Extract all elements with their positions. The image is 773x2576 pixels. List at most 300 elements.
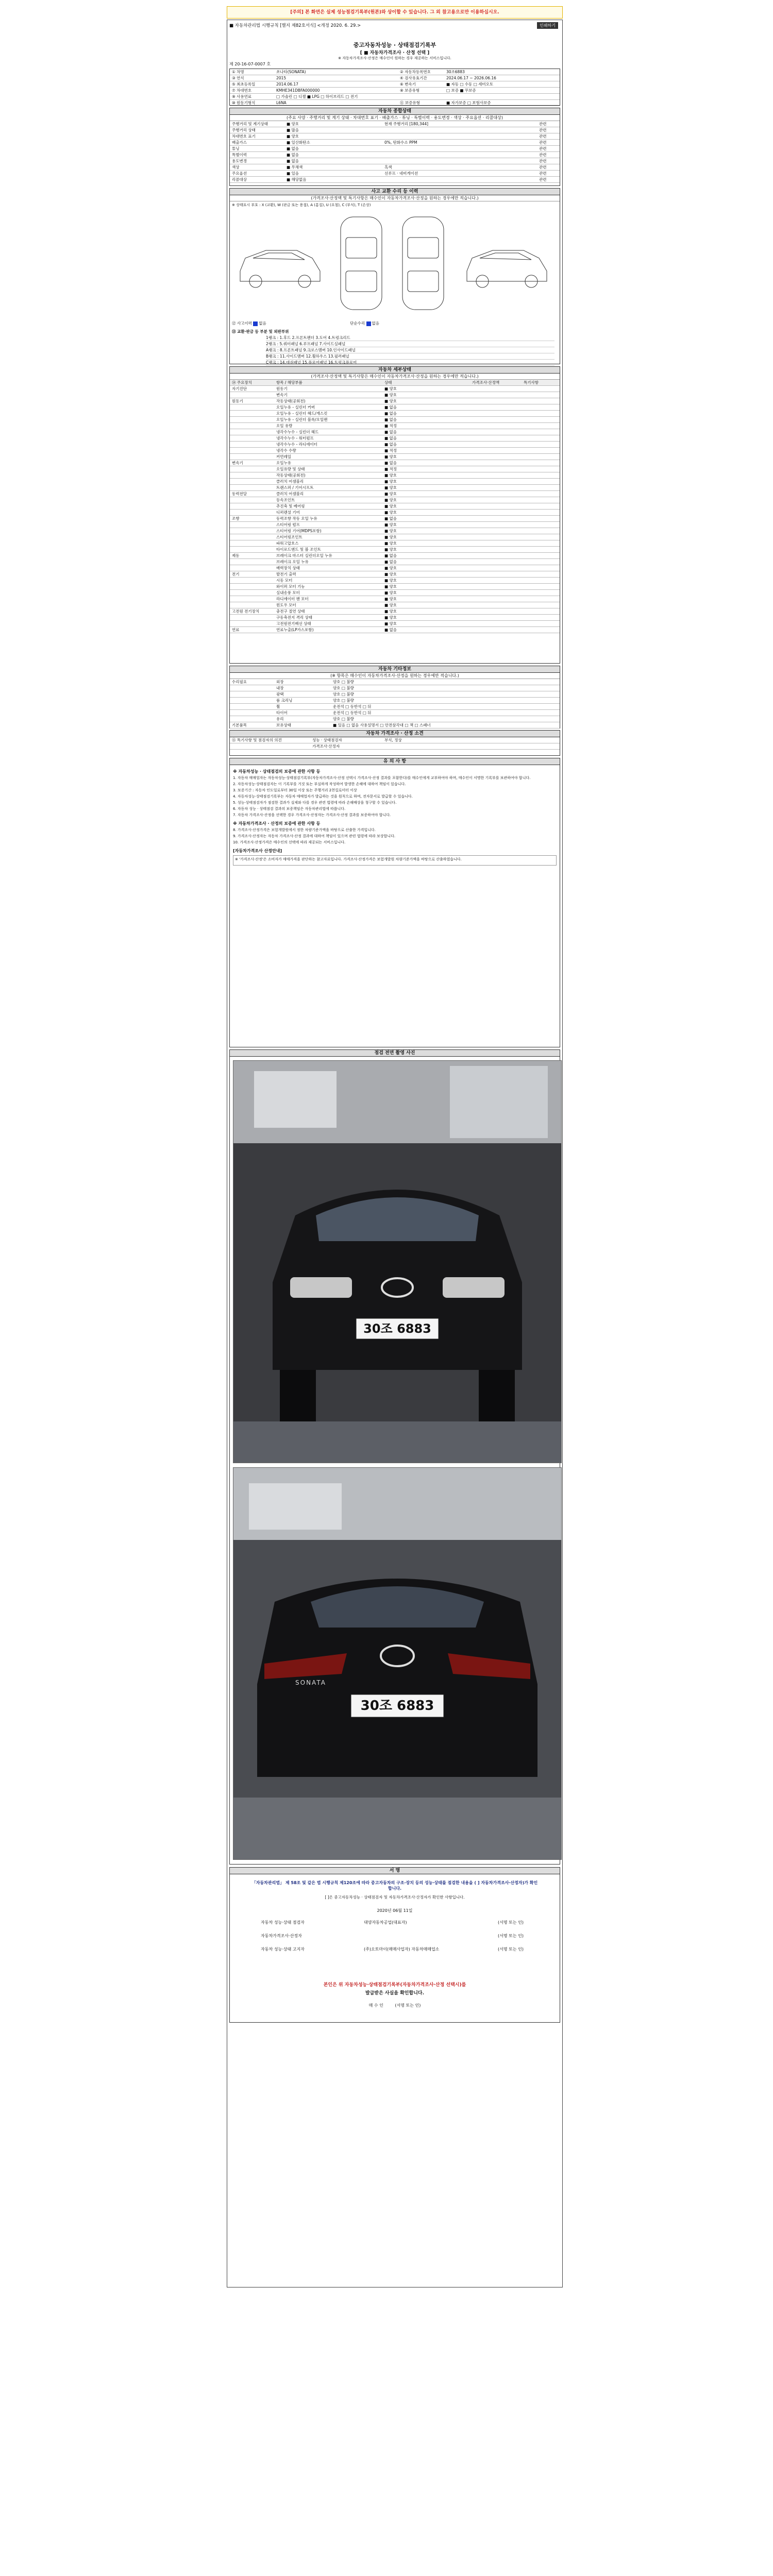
buyer-row: 매 수 인 (서명 또는 인)	[368, 2003, 421, 2008]
cell: ⑧ 보증유형	[400, 88, 420, 93]
cell: 운전석 □ 동반석 □ 뒤	[333, 704, 372, 709]
cell: ■ 없음	[287, 159, 299, 163]
cell: 관련	[539, 159, 547, 163]
cell: ② 자동차등록번호	[400, 70, 431, 74]
signature-cell: 대양자동차공업(대표자)	[364, 1920, 407, 1925]
cell: ■ 적정	[384, 448, 397, 453]
price-section	[229, 730, 560, 756]
detail-header-cell: 가격조사·산정액	[472, 380, 500, 385]
cell: ■ 양호	[384, 399, 397, 403]
basic-info-row	[230, 81, 560, 88]
price-table	[230, 737, 560, 750]
cell: 타이어	[276, 710, 288, 715]
cell: ■ 양호	[384, 584, 397, 589]
detail-row	[230, 491, 560, 497]
title-line1: 중고자동차성능 · 상태점검기록부	[353, 42, 436, 48]
cell: ■ 없음	[384, 560, 397, 564]
cell: ■ 양호	[384, 597, 397, 601]
car-diagram	[230, 209, 560, 317]
notice-section	[229, 758, 560, 1047]
cell: 흑색	[384, 165, 392, 170]
cell: 동력전달	[232, 492, 247, 496]
form-info: ■ 자동차관리법 시행규칙 [별지 제82호서식] <개정 2020. 6. 29.>	[229, 23, 361, 28]
cell: 특별이력	[232, 152, 247, 157]
detail-row	[230, 528, 560, 534]
parts-item: 1랭크 : 1.후드 2.프론트펜더 3.도어 4.트렁크리드	[266, 335, 554, 341]
print-row	[229, 22, 559, 29]
signature-cell: (서명 또는 인)	[498, 1934, 524, 1938]
detail-row	[230, 448, 560, 454]
detail-row	[230, 497, 560, 503]
cell: ⑨ 사용연료	[232, 94, 252, 99]
cell: ■ 양호	[384, 510, 397, 515]
cell: ■ 양호	[384, 492, 397, 496]
cell: ⑦ 차대번호	[232, 88, 252, 93]
signature-title: 서 명	[230, 1868, 560, 1874]
detail-row	[230, 404, 560, 411]
parts-list	[266, 335, 554, 366]
cell: ■ 많음	[287, 128, 299, 132]
cell: □ 가솔린 □ 디젤 ■ LPG □ 하이브리드 □ 전기	[276, 94, 358, 99]
cell: ■ 일산화탄소	[287, 140, 310, 145]
detail-row	[230, 547, 560, 553]
option-row	[230, 679, 560, 685]
parts-item: C랭크 : 14.대쉬패널 15.플로어패널 16.트렁크플로어	[266, 360, 554, 366]
parts-item: 2랭크 : 5.쿼터패널 6.루프패널 7.사이드실패널	[266, 341, 554, 347]
signature-row	[230, 1919, 560, 1926]
simple-repair-none-checkbox[interactable]	[366, 321, 371, 326]
accident-subtitle: (가격조사·산정액 및 특기사항은 매수인이 자동차가격조사·산정을 원하는 경우에만 적습니다.)	[230, 195, 560, 201]
detail-row	[230, 596, 560, 602]
state-section	[229, 108, 560, 186]
state-subtitle: (주요 사양 · 주행거리 및 계기 상태 · 차대번호 표기 · 배출가스 · 튜닝 · 특별이력 · 용도변경 · 색상 · 주요옵션 · 리콜대상)	[230, 115, 560, 121]
cell: ■ 양호	[384, 535, 397, 539]
cell: ⑪ 보증유형	[400, 100, 420, 105]
parts-item: A랭크 : 8.프론트패널 9.크로스멤버 10.인사이드패널	[266, 347, 554, 353]
detail-row	[230, 435, 560, 442]
cell: 가격조사·산정자	[312, 744, 340, 749]
cell: □ 보증 ■ 무보증	[446, 88, 476, 93]
signature-cell: 자동차 성능·상태 고지자	[261, 1947, 305, 1952]
state-row	[230, 152, 560, 158]
cell: 광택	[276, 692, 284, 697]
option-title: 자동차 기타정보	[230, 666, 560, 673]
cell: 휠	[276, 704, 280, 709]
signature-statement1: 「자동차관리법」 제 58조 및 같은 법 시행규칙 제120조에 따라 중고자동차의 구조·장치 등의 성능·상태를 점검한 내용을 ( ] 자동차가격조사·산정자)가 확인합니다.	[251, 1880, 538, 1891]
cell: ③ 연식	[232, 76, 244, 80]
car-top-front-icon	[341, 217, 382, 310]
cell: 연료누출(LP가스포함)	[276, 628, 314, 632]
notice-sub2: ※ 자동차가격조사 · 산정의 보증에 관한 사항 등	[233, 821, 321, 826]
cell: 브레이크 오일 누유	[276, 560, 309, 564]
cell: 관련	[539, 146, 547, 151]
cell: ■ 양호	[384, 547, 397, 552]
document-number: 제 20-16-07-0007 호	[229, 62, 271, 66]
rear-photo	[233, 1467, 562, 1860]
state-row	[230, 121, 560, 127]
cell: ■ 적정	[384, 467, 397, 471]
cell: 와이퍼 모터 기능	[276, 584, 305, 589]
signature-date: 2020년 06월 11일	[377, 1908, 413, 1913]
option-row	[230, 698, 560, 704]
cell: 보유상태	[276, 723, 291, 727]
cell: 변속기	[276, 393, 288, 397]
cell: 현재 주행거리 [180,344]	[384, 122, 429, 126]
notice-sub1: ※ 자동차성능 · 상태점검의 보증에 관한 사항 등	[233, 769, 321, 774]
cell: 2014.06.17	[276, 82, 298, 87]
cell: 2024.06.17 ~ 2026.06.16	[446, 76, 496, 80]
cell: ■ 양호	[384, 485, 397, 490]
cell: 냉각수누수 - 실린더 헤드	[276, 430, 319, 434]
cell: 튜닝	[232, 146, 240, 151]
state-row	[230, 158, 560, 164]
detail-table	[230, 386, 560, 633]
cell: 관련	[539, 140, 547, 145]
notice-paragraph: 8. 가격조사·산정가격은 보험개발원에서 정한 차량기준가액을 바탕으로 산출한 가격입니다.	[233, 828, 376, 832]
cell: ■ 자가보증 □ 보험사보증	[446, 100, 491, 105]
cell: 브레이크 마스터 실린더오일 누유	[276, 553, 332, 558]
cell: ■ 없음	[384, 628, 397, 632]
signature-cell: (서명 또는 인)	[498, 1947, 524, 1952]
cell: 커먼레일	[276, 454, 291, 459]
cell: ■ 양호	[384, 479, 397, 484]
cell: 고전원전기배선 상태	[276, 621, 311, 626]
cell: 작동상태(공회전)	[276, 399, 306, 403]
signature-cell: (주)오토마이(매매사업자) 자동차매매업소	[364, 1947, 440, 1952]
detail-row	[230, 621, 560, 627]
option-row	[230, 691, 560, 698]
cell: 변속기	[232, 461, 243, 465]
signature-row	[230, 1946, 560, 1953]
cell: ■ 양호	[384, 386, 397, 391]
state-row	[230, 146, 560, 152]
cell: 자기진단	[232, 386, 247, 391]
basic-info-row	[230, 75, 560, 81]
cell: 수리필요	[232, 680, 247, 684]
cell: ■ 양호	[384, 473, 397, 478]
cell: 라디에이터 팬 모터	[276, 597, 309, 601]
price-row	[230, 743, 560, 750]
accident-title: 사고 교환 수리 등 이력	[230, 189, 560, 195]
cell: 냉각수누수 - 워터펌프	[276, 436, 314, 440]
detail-row	[230, 429, 560, 435]
cell: ■ 양호	[384, 529, 397, 533]
option-table	[230, 679, 560, 728]
footer-line2: 발급받은 사실을 확인합니다.	[365, 1991, 424, 1996]
detail-row	[230, 398, 560, 404]
cell: 원동기	[232, 399, 243, 403]
cell: 연료	[232, 628, 240, 632]
cell: 양호 □ 불량	[333, 698, 354, 703]
detail-row	[230, 615, 560, 621]
notice-paragraph: 1. 자동차 매매업자는 자동차성능·상태점검기록부(자동차가격조사·산정 선택시 가격조사·산정 결과를 포함한다)를 매수인에게 교부하여야 하며, 매수인이 서명한 기록부를 보관하여야 합니다.	[233, 776, 531, 780]
option-row	[230, 685, 560, 691]
detail-row	[230, 466, 560, 472]
front-plate: 30조 6883	[363, 1321, 431, 1336]
detail-row	[230, 590, 560, 596]
cell: 전기	[232, 572, 240, 577]
cell: 색상	[232, 165, 240, 170]
cell: 리콜대상	[232, 177, 247, 182]
cell: 양호 □ 불량	[333, 717, 354, 721]
notice-paragraphs-3	[233, 855, 557, 866]
cell: 조향	[232, 516, 240, 521]
cell: 동력조향 작동 오일 누유	[276, 516, 317, 521]
cell: 관련	[539, 171, 547, 176]
basic-info-row	[230, 94, 560, 100]
cell: 양호 □ 불량	[333, 686, 354, 690]
cell: ⑤ 최초등록일	[232, 82, 256, 87]
detail-row	[230, 423, 560, 429]
detail-row	[230, 460, 560, 466]
warning-banner: [주의] 본 화면은 실제 성능점검기록부(원본)와 상이할 수 있습니다. 그 외 참고용으로만 이용하십시오.	[227, 6, 563, 19]
cell: 클러치 어셈블리	[276, 479, 304, 484]
detail-row	[230, 485, 560, 491]
state-row	[230, 171, 560, 177]
cell: 기본품목	[232, 723, 247, 727]
cell: ■ 없음	[287, 152, 299, 157]
cell: 추진축 및 베어링	[276, 504, 305, 509]
cell: ■ 없음	[384, 430, 397, 434]
accident-legend: ※ 상태표시 부호 : X (교환), W (판금 또는 용접), A (흠집), U (요철), C (부식), T (손상)	[232, 203, 371, 207]
cell: ■ 양호	[384, 498, 397, 502]
basic-info-section	[229, 69, 560, 106]
cell: ■ 양호	[384, 522, 397, 527]
cell: ■ 양호	[384, 603, 397, 607]
cell: ④ 검사유효기간	[400, 76, 427, 80]
cell: 운전석 □ 동반석 □ 뒤	[333, 710, 372, 715]
notice-paragraph: 7. 자동차 가격조사·산정을 선택한 경우 가격조사·산정자는 가격조사·산정 결과를 보증하여야 합니다.	[233, 813, 391, 817]
cell: 스티어링 펌프	[276, 522, 300, 527]
signature-section	[229, 1867, 560, 2023]
cell: 30조6883	[446, 70, 465, 74]
cell: 오일누유 - 실린더 헤드/개스킷	[276, 411, 328, 416]
state-row	[230, 164, 560, 171]
detail-row	[230, 602, 560, 608]
detail-row	[230, 479, 560, 485]
cell: 관련	[539, 177, 547, 182]
cell: ■ 양호	[384, 504, 397, 509]
cell: 양호 □ 불량	[333, 692, 354, 697]
state-row	[230, 127, 560, 133]
accident-section	[229, 188, 560, 364]
cell: ■ 양호	[384, 615, 397, 620]
photo-section	[229, 1049, 560, 1865]
detail-header-cell: 특기사항	[524, 380, 539, 385]
cell: 등속조인트	[276, 498, 295, 502]
cell: 주행거리 및 계기상태	[232, 122, 268, 126]
page-frame	[227, 0, 562, 2571]
car-side-right-icon	[467, 250, 547, 287]
photo-title: 점검 전면 촬영 사진	[230, 1050, 560, 1057]
cell: ■ 양호	[287, 122, 299, 126]
cell: ⑩ 원동기형식	[232, 100, 256, 105]
cell: ■ 없음	[384, 411, 397, 416]
cell: 유리	[276, 717, 284, 721]
cell: 제동	[232, 553, 240, 558]
detail-subtitle: (가격조사·산정액 및 특기사항은 매수인이 자동차가격조사·산정을 원하는 경우에만 적습니다.)	[230, 374, 560, 380]
detail-row	[230, 386, 560, 392]
cell: 시동 모터	[276, 578, 293, 583]
detail-title: 자동차 세부상태	[230, 367, 560, 374]
signature-row	[230, 1933, 560, 1940]
price-title: 자동차 가격조사 · 산정 소견	[230, 731, 560, 737]
footer-line1: 본인은 위 자동차성능·상태점검기록부(자동차가격조사·산정 선택시)를	[323, 1982, 466, 1988]
signature-cell: 자동차가격조사·산정자	[261, 1934, 302, 1938]
cell: 파워고압호스	[276, 541, 299, 546]
cell: 오일유량 및 상태	[276, 467, 305, 471]
notice-paragraphs-1	[233, 776, 557, 818]
cell: 쏘나타(SONATA)	[276, 70, 306, 74]
cell: 내장	[276, 686, 284, 690]
detail-header-cell: 상태	[384, 380, 392, 385]
cell: ■ 없음	[384, 516, 397, 521]
cell: 오일누유 - 실린더 커버	[276, 405, 315, 410]
cell: ■ 자동 □ 수동 □ 세미오토	[446, 82, 494, 87]
notice-paragraph: 6. 자동차 성능 · 상태점검 결과의 보증책임은 자동차관리법에 따릅니다.	[233, 807, 346, 811]
notice-paragraph: 10. 가격조사·산정가격은 매수인의 선택에 따라 제공되는 서비스입니다.	[233, 840, 346, 844]
option-section	[229, 666, 560, 728]
cell: 고전원 전기장치	[232, 609, 260, 614]
option-row	[230, 716, 560, 722]
state-title: 자동차 종합상태	[230, 108, 560, 115]
parts-item: B랭크 : 11.사이드멤버 12.휠하우스 13.필러패널	[266, 353, 554, 360]
cell: 관련	[539, 134, 547, 139]
detail-row	[230, 565, 560, 571]
cell: ■ 양호	[384, 572, 397, 577]
detail-row	[230, 627, 560, 633]
cell: 오일 유량	[276, 423, 293, 428]
option-subtitle: (※ 항목은 매수인이 자동차가격조사·산정을 원하는 경우에만 적습니다.)	[230, 673, 560, 679]
cell: 실내송풍 모터	[276, 590, 300, 595]
cell: 룸 크리닝	[276, 698, 293, 703]
cell: ■ 무채색	[287, 165, 303, 170]
detail-row	[230, 516, 560, 522]
notice-paragraph: 3. 보증기간 : 자동차 인도일로부터 30일 이상 또는 주행거리 2천킬로미터 이상	[233, 788, 357, 792]
cell: ■ 적정	[384, 423, 397, 428]
detail-header-cell: 항목 / 해당부품	[276, 380, 303, 385]
detail-row	[230, 571, 560, 578]
cell: 관련	[539, 128, 547, 132]
cell: ■ 양호	[384, 609, 397, 614]
detail-header-cell: ⑭ 주요장치	[232, 380, 252, 385]
cell: 용도변경	[232, 159, 247, 163]
signature-cell: (서명 또는 인)	[498, 1920, 524, 1925]
detail-section	[229, 366, 560, 664]
cell: 관련	[539, 152, 547, 157]
notice-paragraph: 2. 자동차성능·상태점검자는 이 기록부를 거짓 또는 부실하게 작성하여 발생한 손해에 대하여 책임이 있습니다.	[233, 782, 406, 786]
detail-row	[230, 454, 560, 460]
cell: ■ 없음	[384, 461, 397, 465]
rear-plate: 30조 6883	[360, 1698, 434, 1714]
cell: ■ 없음	[384, 442, 397, 447]
cell: ① 차명	[232, 70, 244, 74]
cell: 발전기 출력	[276, 572, 296, 577]
notice-paragraph: 4. 자동차성능·상태점검기록부는 자동차 매매업자가 발급하는 것을 원칙으로 하며, 전자문서로 발급할 수 있습니다.	[233, 794, 413, 799]
notice-body	[230, 765, 560, 868]
cell: ■ 양호	[287, 134, 299, 139]
option-row	[230, 704, 560, 710]
notice-paragraph: 9. 가격조사·산정자는 자동차 가격조사·산정 결과에 대하여 책임이 있으며 관련 법령에 따라 보상합니다.	[233, 834, 396, 838]
option-row	[230, 710, 560, 716]
detail-row	[230, 559, 560, 565]
cell: ■ 양호	[384, 590, 397, 595]
basic-info-table	[230, 69, 560, 106]
car-top-rear-icon	[402, 217, 444, 310]
cell: ■ 없음	[287, 146, 299, 151]
cell: ■ 양호	[384, 393, 397, 397]
detail-row	[230, 411, 560, 417]
cell: 트랜스퍼 / 기어시프트	[276, 485, 314, 490]
notice-paragraphs-2	[233, 828, 557, 845]
cell: ■ 있음	[287, 171, 299, 176]
cell: ■ 양호	[384, 621, 397, 626]
cell: 부식, 정상	[384, 738, 402, 742]
cell: 원동기	[276, 386, 288, 391]
parts-title: ⑬ 교환·판금 등 부분 및 외판부위	[232, 329, 289, 334]
detail-row	[230, 510, 560, 516]
document-title	[335, 41, 454, 61]
accident-none-checkbox[interactable]	[253, 321, 258, 326]
cell: 주행거리 상태	[232, 128, 256, 132]
detail-row	[230, 392, 560, 398]
car-side-left-icon	[240, 250, 320, 287]
state-table	[230, 121, 560, 183]
front-photo	[233, 1060, 562, 1463]
detail-row	[230, 417, 560, 423]
rear-brand-badge: SONATA	[295, 1679, 326, 1686]
cell: ■ 양호	[384, 541, 397, 546]
cell: 성능 · 상태점검자	[312, 738, 342, 742]
cell: 0%, 탄화수소 PPM	[384, 140, 417, 145]
notice-paragraph: 5. 성능·상태점검자가 점검한 결과가 실제와 다를 경우 관련 법령에 따라 손해배상을 청구할 수 있습니다.	[233, 801, 397, 805]
print-button[interactable]: 인쇄하기	[537, 22, 558, 29]
detail-row	[230, 503, 560, 510]
title-subtitle: ※ 자동차가격조사·산정은 매수인이 원하는 경우 제공하는 서비스입니다.	[338, 56, 451, 60]
basic-info-row	[230, 100, 560, 106]
notice-title: 유 의 사 항	[230, 758, 560, 765]
cell: 스티어링 기어(MDPS포함)	[276, 529, 322, 533]
cell: 구동축전지 격리 상태	[276, 615, 312, 620]
cell: ⑮ 특기사항 및 점검자의 의견	[232, 738, 282, 742]
price-row	[230, 737, 560, 743]
signature-statement2: [ ]은 중고자동차성능 · 상태점검자 및 자동차가격조사·산정자가 확인한 사항입니다.	[325, 1895, 465, 1900]
cell: 배출가스	[232, 140, 247, 145]
state-row	[230, 177, 560, 183]
cell: 클러치 어셈블리	[276, 492, 304, 496]
cell: 차대번호 표기	[232, 134, 256, 139]
cell: ■ 양호	[384, 454, 397, 459]
cell: 관련	[539, 165, 547, 170]
cell: 냉각수누수 - 라디에이터	[276, 442, 317, 447]
inspection-document	[227, 20, 563, 2287]
state-row	[230, 140, 560, 146]
basic-info-row	[230, 69, 560, 75]
cell: ■ 해당없음	[287, 177, 307, 182]
notice-paragraph: ※ '가격조사·산정'은 소비자가 매매가격을 판단하는 참고자료입니다. 가격조사·산정가격은 보험개발원 차량기준가액을 바탕으로 산출하였습니다.	[235, 857, 462, 861]
rear-car-image	[233, 1468, 561, 1859]
cell: 양호 □ 불량	[333, 680, 354, 684]
detail-row	[230, 534, 560, 540]
detail-table-header	[230, 380, 560, 386]
cell: 윈도우 모터	[276, 603, 296, 607]
signature-table	[230, 1919, 560, 1959]
cell: ■ 없음	[384, 553, 397, 558]
basic-info-row	[230, 88, 560, 94]
cell: 스티어링조인트	[276, 535, 303, 539]
cell: ■ 양호	[384, 578, 397, 583]
cell: 배력장치 상태	[276, 566, 300, 570]
